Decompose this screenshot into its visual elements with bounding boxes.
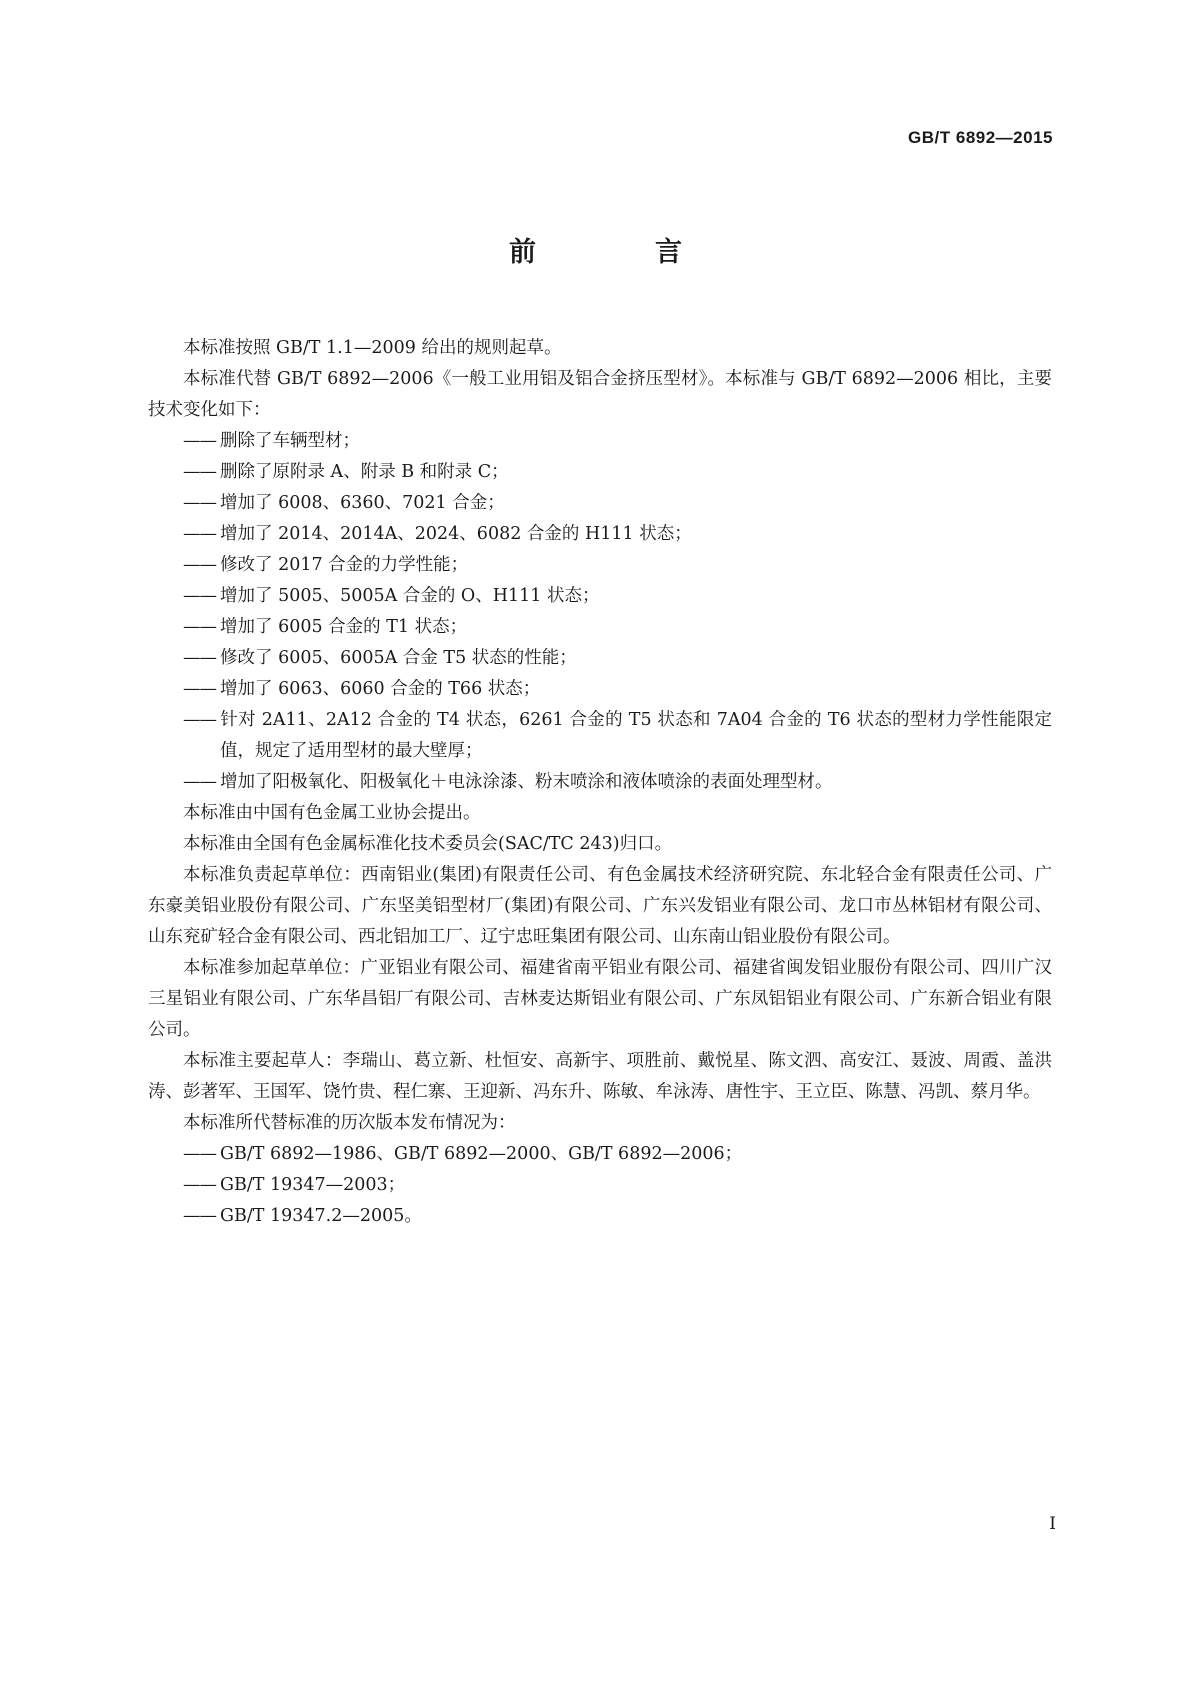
history-item: [183, 1201, 1052, 1232]
dash-marker: ——: [183, 493, 216, 513]
paragraph-committee: 本标准由全国有色金属标准化技术委员会(SAC/TC 243)归口。: [183, 834, 673, 854]
paragraph-drafting-rules: 本标准按照 GB/T 1.1—2009 给出的规则起草。: [183, 338, 562, 358]
dash-marker: ——: [183, 586, 216, 606]
document-body: [148, 333, 1052, 1232]
change-item: [183, 519, 1052, 550]
dash-marker: ——: [183, 1144, 216, 1164]
paragraph-proposer: 本标准由中国有色金属工业协会提出。: [183, 803, 481, 823]
change-item: [183, 550, 1052, 581]
paragraph-history-intro: 本标准所代替标准的历次版本发布情况为：: [183, 1113, 516, 1133]
standard-code: GB/T 6892—2015: [908, 128, 1053, 147]
history-item-text: GB/T 6892—1986、GB/T 6892—2000、GB/T 6892—2006；: [220, 1144, 743, 1164]
change-item-text: 增加了 6008、6360、7021 合金；: [220, 493, 505, 513]
dash-marker: ——: [183, 555, 216, 575]
change-item-text: 增加了 6063、6060 合金的 T66 状态；: [220, 679, 541, 699]
history-item-text: GB/T 19347—2003；: [220, 1175, 406, 1195]
paragraph-participating-drafters: 本标准参加起草单位：广亚铝业有限公司、福建省南平铝业有限公司、福建省闽发铝业服份有限公司、四川广汉三星铝业有限公司、广东华昌铝厂有限公司、吉林麦达斯铝业有限公司、广东凤铝铝业有限公司、广东新合铝业有限公司。: [148, 958, 1052, 1040]
change-item-text: 针对 2A11、2A12 合金的 T4 状态，6261 合金的 T5 状态和 7A04 合金的 T6 状态的型材力学性能限定值，规定了适用型材的最大壁厚；: [220, 710, 1052, 761]
dash-marker: ——: [183, 679, 216, 699]
change-item-text: 增加了 5005、5005A 合金的 O、H111 状态；: [220, 586, 600, 606]
change-item: [183, 705, 1052, 767]
dash-marker: ——: [183, 524, 216, 544]
change-item: [183, 674, 1052, 705]
change-item: [183, 426, 1052, 457]
history-item: [183, 1170, 1052, 1201]
dash-marker: ——: [183, 1206, 216, 1226]
dash-marker: ——: [183, 1175, 216, 1195]
change-item-text: 修改了 6005、6005A 合金 T5 状态的性能；: [220, 648, 577, 668]
dash-marker: ——: [183, 462, 216, 482]
dash-marker: ——: [183, 648, 216, 668]
change-item-text: 增加了阳极氧化、阳极氧化＋电泳涂漆、粉末喷涂和液体喷涂的表面处理型材。: [220, 772, 833, 792]
change-item: [183, 767, 1052, 798]
history-item: [183, 1139, 1052, 1170]
paragraph-replacement: 本标准代替 GB/T 6892—2006《一般工业用铝及铝合金挤压型材》。本标准与 GB/T 6892—2006 相比，主要技术变化如下：: [148, 369, 1052, 420]
change-item: [183, 488, 1052, 519]
dash-marker: ——: [183, 617, 216, 637]
change-item-text: 删除了原附录 A、附录 B 和附录 C；: [220, 462, 509, 482]
change-item-text: 增加了 6005 合金的 T1 状态；: [220, 617, 468, 637]
change-item: [183, 643, 1052, 674]
dash-marker: ——: [183, 431, 216, 451]
change-item-text: 增加了 2014、2014A、2024、6082 合金的 H111 状态；: [220, 524, 692, 544]
change-item-text: 修改了 2017 合金的力学性能；: [220, 555, 469, 575]
paragraph-main-drafters: 本标准主要起草人：李瑞山、葛立新、杜恒安、高新宇、项胜前、戴悦星、陈文泗、高安江、聂波、周霞、盖洪涛、彭著军、王国军、饶竹贵、程仁寨、王迎新、冯东升、陈敏、牟泳涛、唐性宇、王立臣、陈慧、冯凯、蔡月华。: [148, 1051, 1052, 1102]
dash-marker: ——: [183, 710, 216, 730]
history-item-text: GB/T 19347.2—2005。: [220, 1206, 422, 1226]
page-title: 前 言: [509, 237, 728, 268]
change-item-text: 删除了车辆型材；: [220, 431, 360, 451]
page-number: I: [1049, 1514, 1056, 1534]
change-item: [183, 581, 1052, 612]
dash-marker: ——: [183, 772, 216, 792]
paragraph-lead-drafters: 本标准负责起草单位：西南铝业(集团)有限责任公司、有色金属技术经济研究院、东北轻合金有限责任公司、广东豪美铝业股份有限公司、广东坚美铝型材厂(集团)有限公司、广东兴发铝业有限公司、龙口市丛林铝材有限公司、山东兖矿轻合金有限公司、西北铝加工厂、辽宁忠旺集团有限公司、山东南山铝业股份有限公司。: [148, 865, 1052, 947]
change-item: [183, 457, 1052, 488]
change-item: [183, 612, 1052, 643]
